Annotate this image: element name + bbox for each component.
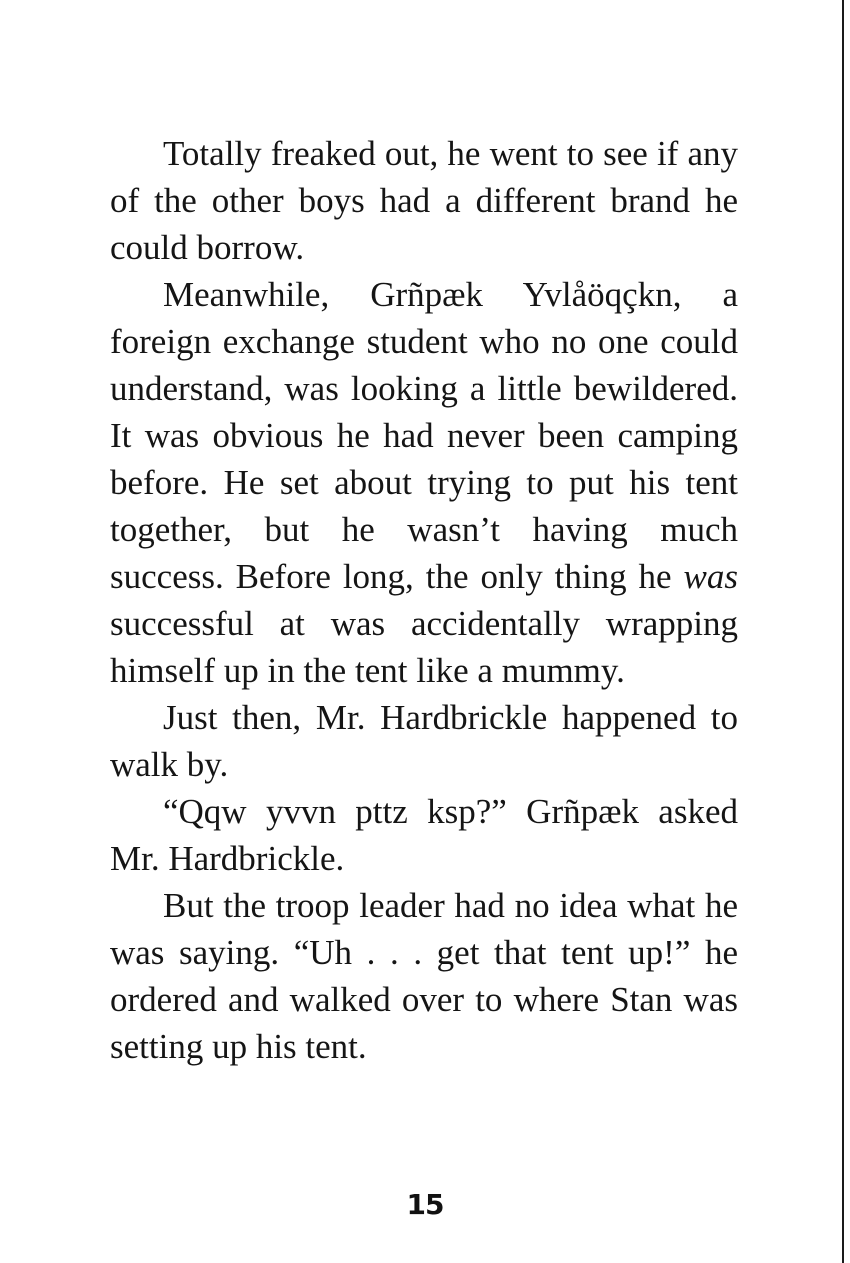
paragraph: Totally freaked out, he went to see if any of the other boys had a different brand he could borrow. <box>110 134 738 267</box>
paragraph-text: successful at was accidentally wrapping himself up in the tent like a mummy. <box>110 604 738 690</box>
paragraph: But the troop leader had no idea what he was saying. “Uh . . . get that tent up!” he ordered and walked over to where Stan was setting up his tent. <box>110 886 738 1066</box>
page-number: 15 <box>406 1188 444 1221</box>
body-text <box>110 130 738 1070</box>
paragraph-text: Meanwhile, Grñpæk Yvlåöqçkn, a foreign exchange student who no one could understand, was looking a little bewildered. It was obvious he had never been camping before. He set about trying to put his tent together, but he wasn’t having much success. Before long, the only thing he <box>110 275 738 596</box>
paragraph: “Qqw yvvn pttz ksp?” Grñpæk asked Mr. Hardbrickle. <box>110 792 738 878</box>
paragraph: Just then, Mr. Hardbrickle happened to walk by. <box>110 698 738 784</box>
paragraph <box>110 271 738 694</box>
emphasized-word: was <box>683 557 738 596</box>
page-edge-divider <box>842 0 844 1263</box>
